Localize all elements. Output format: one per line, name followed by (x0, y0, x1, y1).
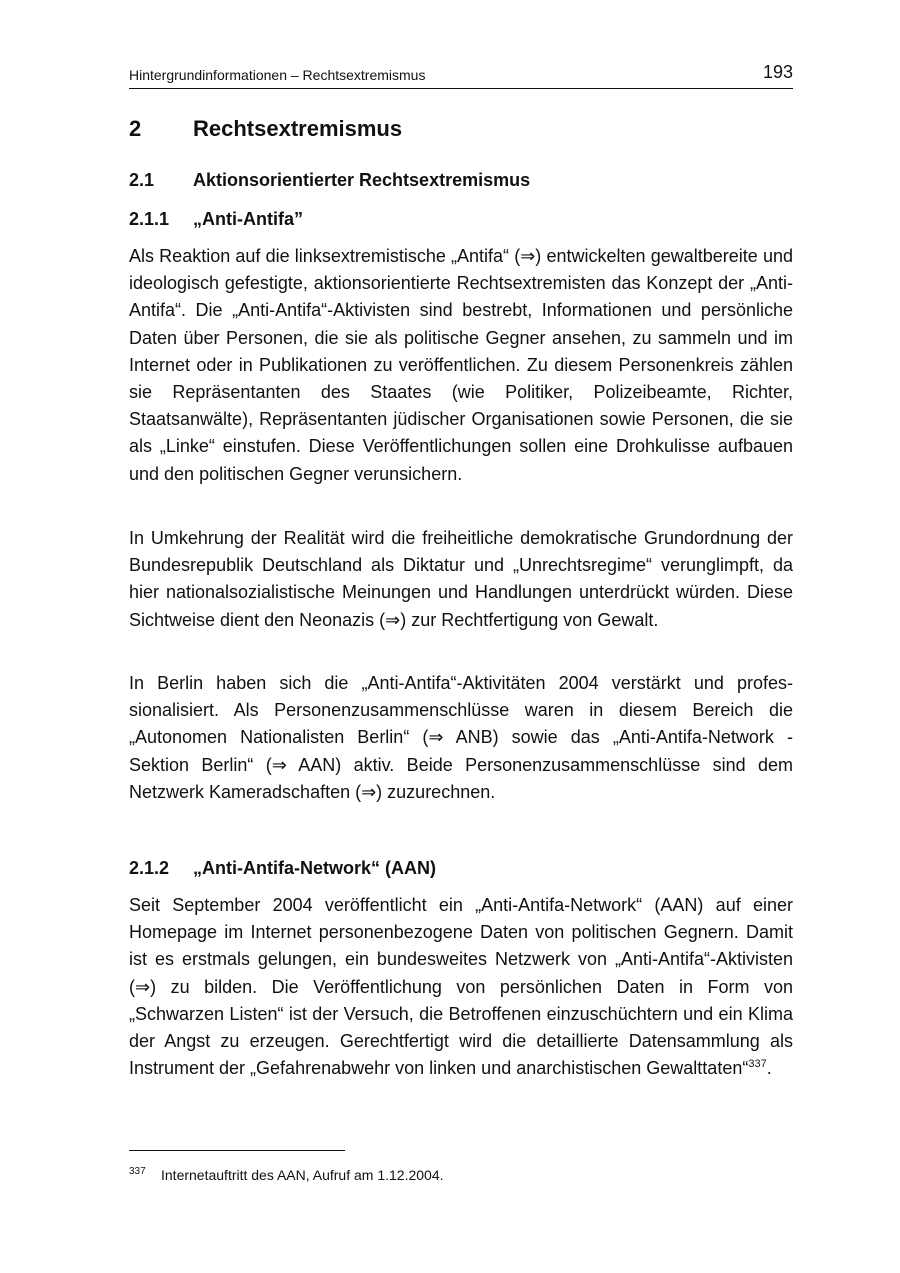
footnote (129, 1166, 444, 1183)
paragraph-aan-text: Seit September 2004 veröffentlicht ein „Anti-Antifa-Network“ (AAN) auf einer Homepage im Internet personenbezogene Daten von politischen Gegnern. Damit ist es erstmals gelungen, ein bundesweites Netzwerk von „Anti-Antifa“-Aktivisten (⇒) zu bilden. Die Veröffentlichung von persönlichen Daten in Form von „Schwarzen Listen“ ist der Versuch, die Betroffenen einzuschüchtern und ein Klima der Angst zu erzeugen. Gerechtfertigt wird die detaillierte Datensammlung als Instrument der „Gefahrenabwehr von linken und anarchistischen Gewalttaten“ (129, 895, 793, 1079)
subsection-title: Aktionsorientierter Rechtsextremismus (193, 170, 531, 190)
section-heading (129, 116, 402, 142)
running-header (129, 62, 793, 89)
sub2-title: „Anti-Antifa-Network“ (AAN) (193, 858, 436, 878)
subsection-heading (129, 170, 530, 191)
paragraph-reality-inversion: In Umkehrung der Realität wird die freiheitliche demokratische Grundordnung der Bundesrepublik Deutschland als Diktatur und „Unrechtsregime“ verunglimpft, da hier nationalsozialistische Meinungen und Handlungen unterdrückt würden. Diese Sichtweise dient den Neonazis (⇒) zur Rechtfertigung von Gewalt. (129, 528, 793, 630)
sub2-number: 2.1.2 (129, 858, 170, 878)
paragraph-antifa-concept: Als Reaktion auf die linksextremistische „Antifa“ (⇒) entwickelten gewaltbereite und ideologisch gefestigte, aktionsorientierte Rechtsextremisten das Konzept der „Anti-Antifa“. Die „Anti-Antifa“-Aktivisten sind bestrebt, Informationen und persönliche Daten über Personen, die sie als politische Gegner ansehen, zu sammeln und im Internet oder in Publikationen zu veröffentlichen. Zu diesem Personenkreis zählen sie Repräsentanten des Staates (wie Politiker, Polizeibeamte, Richter, Staatsanwälte), Repräsentanten jüdischer Organisationen sowie Personen, die sie als „Linke“ einstufen. Diese Veröffentlichungen sollen eine Drohkulisse aufbauen und den politischen Gegner verunsichern. (129, 246, 793, 484)
paragraph-berlin-activities: In Berlin haben sich die „Anti-Antifa“-Aktivitäten 2004 verstärkt und professionalisiert. Als Personenzusammenschlüsse waren in diesem Bereich die „Autonomen Nationalisten Berlin“ (⇒ ANB) sowie das „Anti-Antifa-Network - Sektion Berlin“ (⇒ AAN) aktiv. Beide Personenzusammenschlüsse sind dem Netzwerk Kameradschaften (⇒) zuzurechnen. (129, 673, 793, 802)
subsection-number: 2.1 (129, 170, 155, 190)
sub1-heading (129, 209, 303, 230)
footnote-reference[interactable]: 337 (748, 1058, 767, 1071)
footnote-text: Internetauftritt des AAN, Aufruf am 1.12.2004. (161, 1167, 444, 1183)
footnote-number: 337 (129, 1166, 146, 1177)
sub1-title: „Anti-Antifa” (193, 209, 303, 229)
paragraph-aan-end: . (766, 1058, 772, 1079)
page-number: 193 (762, 62, 793, 82)
paragraph-aan (129, 892, 793, 1082)
footnote-divider (129, 1150, 345, 1151)
section-number: 2 (129, 116, 142, 141)
section-title: Rechtsextremismus (193, 116, 403, 141)
sub2-heading (129, 858, 436, 879)
sub1-number: 2.1.1 (129, 209, 170, 229)
running-title: Hintergrundinformationen – Rechtsextremismus (129, 67, 426, 83)
